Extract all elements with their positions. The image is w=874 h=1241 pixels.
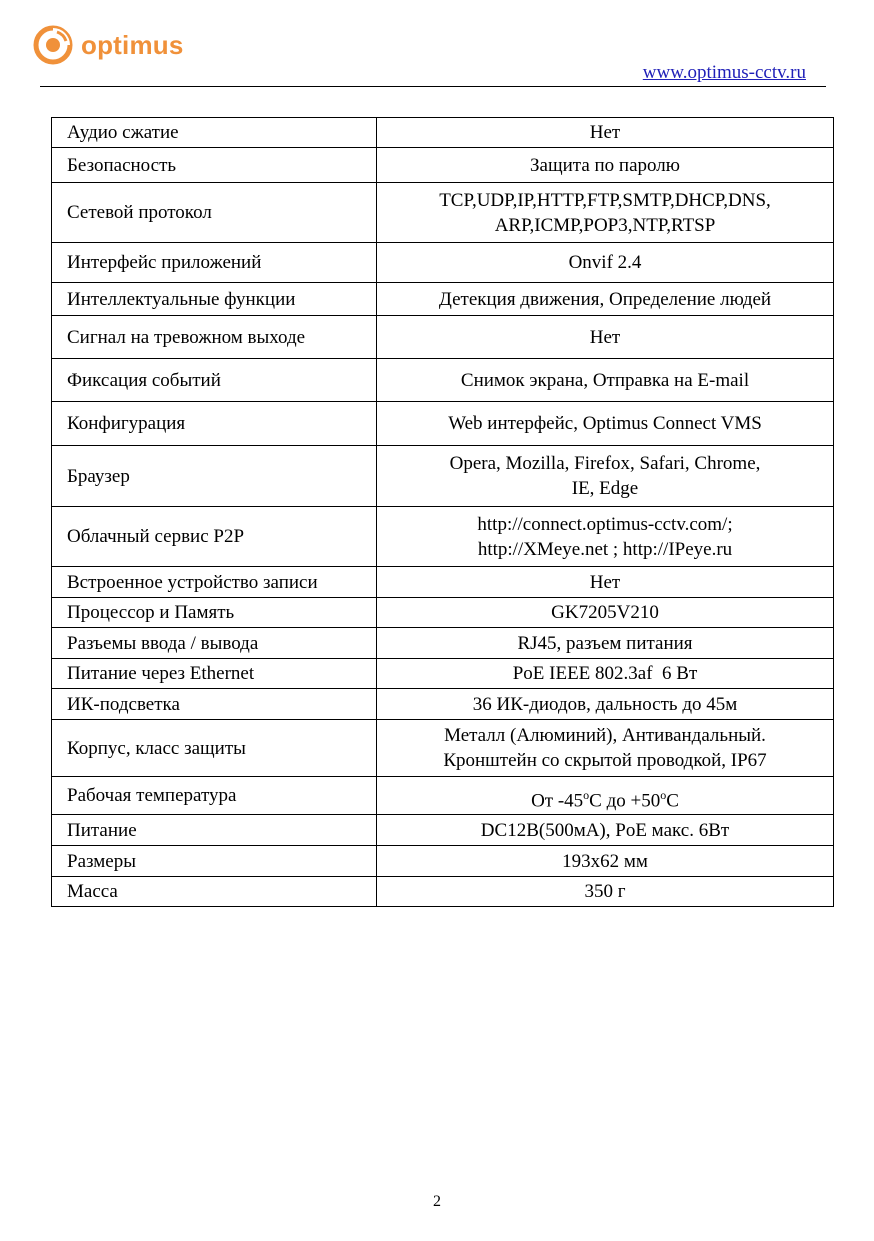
table-row (52, 283, 834, 316)
spec-name: ИК-подсветка (52, 689, 377, 720)
spec-value: Нет (377, 316, 834, 359)
table-row (52, 567, 834, 598)
spec-name: Конфигурация (52, 402, 377, 446)
spec-value: Снимок экрана, Отправка на E-mail (377, 359, 834, 402)
spec-name: Масса (52, 877, 377, 907)
spec-value: GK7205V210 (377, 598, 834, 628)
spec-value: Web интерфейс, Optimus Connect VMS (377, 402, 834, 446)
spec-value: Защита по паролю (377, 148, 834, 183)
temp-from: От -45 (531, 790, 584, 812)
spec-name: Процессор и Память (52, 598, 377, 628)
header-divider (40, 86, 826, 87)
table-row (52, 359, 834, 402)
spec-value: DC12В(500мА), PoE макс. 6Вт (377, 815, 834, 846)
spec-value-line: IE, Edge (571, 478, 639, 499)
spec-name: Интеллектуальные функции (52, 283, 377, 316)
spec-value: Детекция движения, Определение людей (377, 283, 834, 316)
table-row (52, 148, 834, 183)
temp-unit: C (666, 790, 679, 812)
spec-value (377, 446, 834, 507)
spec-value (377, 507, 834, 567)
spec-value: 193х62 мм (377, 846, 834, 877)
table-row (52, 628, 834, 659)
table-row (52, 777, 834, 815)
table-row (52, 446, 834, 507)
spec-name: Браузер (52, 446, 377, 507)
spec-value: 350 г (377, 877, 834, 907)
spec-value (377, 183, 834, 243)
spec-name: Сетевой протокол (52, 183, 377, 243)
table-row (52, 118, 834, 148)
spec-value (377, 777, 834, 815)
spec-value: Нет (377, 118, 834, 148)
table-row (52, 815, 834, 846)
spec-name: Аудио сжатие (52, 118, 377, 148)
spec-name: Питание (52, 815, 377, 846)
spec-name: Размеры (52, 846, 377, 877)
spec-value-line: TCP,UDP,IP,HTTP,FTP,SMTP,DHCP,DNS, (439, 189, 771, 211)
spec-name: Облачный сервис P2P (52, 507, 377, 567)
spec-value-line: http://connect.optimus-cctv.com/; (477, 513, 733, 535)
brand-name: optimus (81, 29, 184, 60)
table-row (52, 659, 834, 689)
spec-name: Интерфейс приложений (52, 243, 377, 283)
table-row (52, 720, 834, 777)
page-number: 2 (433, 1193, 441, 1210)
table-row (52, 402, 834, 446)
spec-value-line: Металл (Алюминий), Антивандальный. (444, 725, 766, 746)
spec-value: Onvif 2.4 (377, 243, 834, 283)
temp-to: C до +50 (589, 790, 661, 812)
spec-value: PoE IEEE 802.3af 6 Вт (377, 659, 834, 689)
spec-value (377, 720, 834, 777)
degree-sign: o (583, 788, 590, 802)
spec-value-line: ARP,ICMP,POP3,NTP,RTSP (494, 214, 716, 236)
optimus-logo-icon (33, 25, 73, 65)
spec-value-line: http://XMeye.net ; http://IPeye.ru (477, 538, 733, 560)
brand-logo (33, 24, 184, 66)
spec-value: 36 ИК-диодов, дальность до 45м (377, 689, 834, 720)
table-row (52, 598, 834, 628)
table-row (52, 507, 834, 567)
spec-name: Встроенное устройство записи (52, 567, 377, 598)
degree-sign: o (660, 788, 667, 802)
table-row (52, 846, 834, 877)
spec-value-line: Opera, Mozilla, Firefox, Safari, Chrome, (449, 453, 761, 474)
specifications-table (51, 117, 834, 907)
spec-name: Фиксация событий (52, 359, 377, 402)
website-link[interactable]: www.optimus-cctv.ru (642, 62, 806, 83)
table-row (52, 243, 834, 283)
table-row (52, 316, 834, 359)
spec-value: Нет (377, 567, 834, 598)
spec-name: Сигнал на тревожном выходе (52, 316, 377, 359)
spec-value: RJ45, разъем питания (377, 628, 834, 659)
spec-value-line: Кронштейн со скрытой проводкой, IP67 (443, 750, 767, 771)
table-row (52, 183, 834, 243)
table-row (52, 689, 834, 720)
spec-name: Безопасность (52, 148, 377, 183)
spec-name: Рабочая температура (52, 777, 377, 815)
spec-name: Разъемы ввода / вывода (52, 628, 377, 659)
spec-name: Корпус, класс защиты (52, 720, 377, 777)
spec-name: Питание через Ethernet (52, 659, 377, 689)
table-row (52, 877, 834, 907)
